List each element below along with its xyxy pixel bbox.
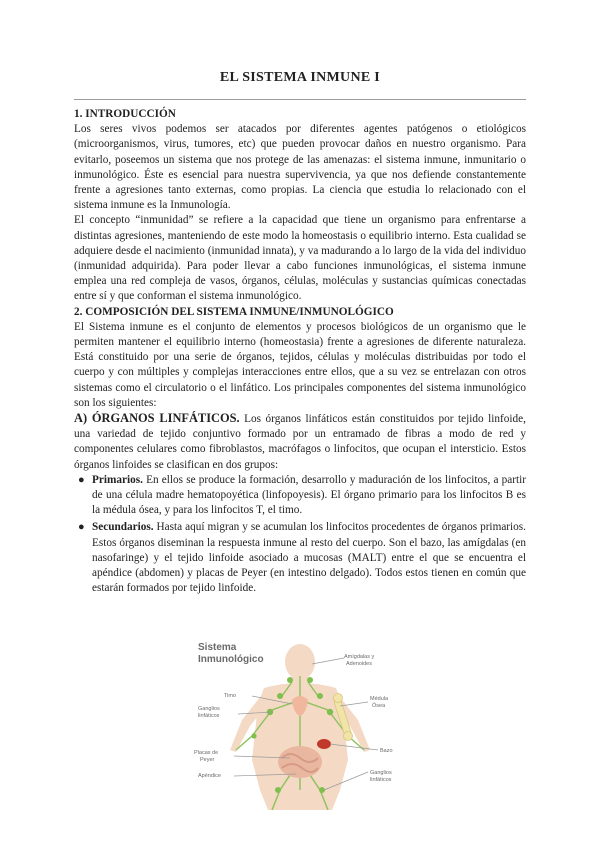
label-apendice: Apéndice (198, 773, 221, 779)
figure-title-line1: Sistema (198, 642, 237, 653)
list-item-primarios (78, 473, 526, 519)
secundarios-term: Secundarios. (92, 521, 154, 534)
label-medula-2: Ósea (372, 703, 386, 709)
label-placas-1: Placas de (194, 750, 219, 756)
bullet-icon: ● (78, 473, 85, 486)
intro-paragraph-2: El concepto “inmunidad” se refiere a la capacidad que tiene un organismo para enfrentarse a distintas agresiones, manteniendo de este modo la homeostasis o equilibrio interno. Esta cualidad se adquiere desde el nacimiento (inmunidad innata), y va madurando a lo largo de la vida del individuo (inmunidad adquirida). Para poder llevar a cabo funciones inmunológicas, el sistema inmune emplea una red compleja de vasos, órganos, células, moléculas y sustancias químicas conectadas entre sí y que conforman el sistema inmunológico. (74, 214, 526, 303)
organs-list (74, 473, 526, 597)
label-timo: Timo (224, 693, 237, 699)
immune-system-figure (172, 640, 428, 810)
composition-heading: 2. COMPOSICIÓN DEL SISTEMA INMUNE/INMUNOLÓGICO (74, 305, 394, 318)
document-body (74, 107, 526, 599)
label-bazo: Bazo (380, 748, 393, 754)
title-divider (74, 99, 526, 100)
figure-title-line2: Inmunológico (198, 654, 264, 665)
intestines (278, 746, 322, 778)
label-medula-1: Médula (370, 696, 389, 702)
spleen (317, 739, 331, 749)
label-ganglios-2: linfáticos (198, 713, 220, 719)
label-amigdalas: Amígdalas y (344, 654, 375, 660)
bullet-icon: ● (78, 521, 85, 534)
secundarios-text: Hasta aquí migran y se acumulan los linfocitos procedentes de órganos primarios. Estos órganos diseminan la respuesta inmune al resto del cuerpo. Son el bazo, las amígdalas (en nasofaringe) y el tejido linfoide asociado a mucosas (MALT) entre el que se encuentra el apéndice (abdomen) y placas de Peyer (en intestino delgado). Todos estos tienen en común que estarán formados por tejido linfoide. (92, 521, 526, 595)
intro-heading: 1. INTRODUCCIÓN (74, 108, 176, 120)
label-ganglios-1: Ganglios (198, 706, 220, 712)
label-ganglios-inferior-1: Ganglios (370, 770, 392, 776)
label-placas-2: Peyer (200, 757, 215, 763)
organs-paragraph (74, 411, 526, 473)
immune-system-illustration (172, 640, 428, 810)
primarios-text: En ellos se produce la formación, desarrollo y maduración de los linfocitos, a partir de una célula madre hematopoyética (linfopoyesis). El órgano primario para los linfocitos B es la médula ósea, y para los linfocitos T, el timo. (92, 473, 526, 517)
organs-text: Los órganos linfáticos están constituidos por tejido linfoide, una variedad de tejido conjuntivo formado por un entramado de fibras a modo de red y componentes celulares como fibroblastos, macrófagos o linfocitos, que ocupan el intersticio. Estos órganos linfoides se clasifican en dos grupos: (74, 413, 526, 471)
intro-paragraph-1: Los seres vivos podemos ser atacados por diferentes agentes patógenos o etiológicos (microorganismos, virus, tumores, etc) que pueden provocar daños en nuestro organismo. Para evitarlo, poseemos un sistema que nos protege de las amenazas: el sistema inmune, inmunitario o inmunológico. Éste es esencial para nuestra supervivencia, ya que nos defiende constantemente frente a agresiones tanto externas, como propias. La ciencia que estudia lo relacionado con el sistema inmune es la Inmunología. (74, 123, 526, 212)
list-item-secundarios (78, 520, 526, 596)
label-adenoides: Adenoides (346, 661, 372, 667)
label-ganglios-inferior-2: linfáticos (370, 777, 392, 783)
primarios-term: Primarios. (92, 473, 143, 486)
organs-heading: A) ÓRGANOS LINFÁTICOS. (74, 411, 240, 426)
document-title: EL SISTEMA INMUNE I (219, 70, 381, 85)
composition-paragraph: El Sistema inmune es el conjunto de elementos y procesos biológicos de un organismo que le permiten mantener el equilibrio interno (homeostasia) frente a agresiones de diferente naturaleza. Está constituido por una serie de órganos, tejidos, células y moléculas distribuidas por todo el cuerpo y con múltiples y complejas interacciones entre ellos, que a su vez se entrelazan con otros sistemas como el circulatorio o el linfático. Los principales componentes del sistema inmunológico son los siguientes: (74, 320, 526, 409)
